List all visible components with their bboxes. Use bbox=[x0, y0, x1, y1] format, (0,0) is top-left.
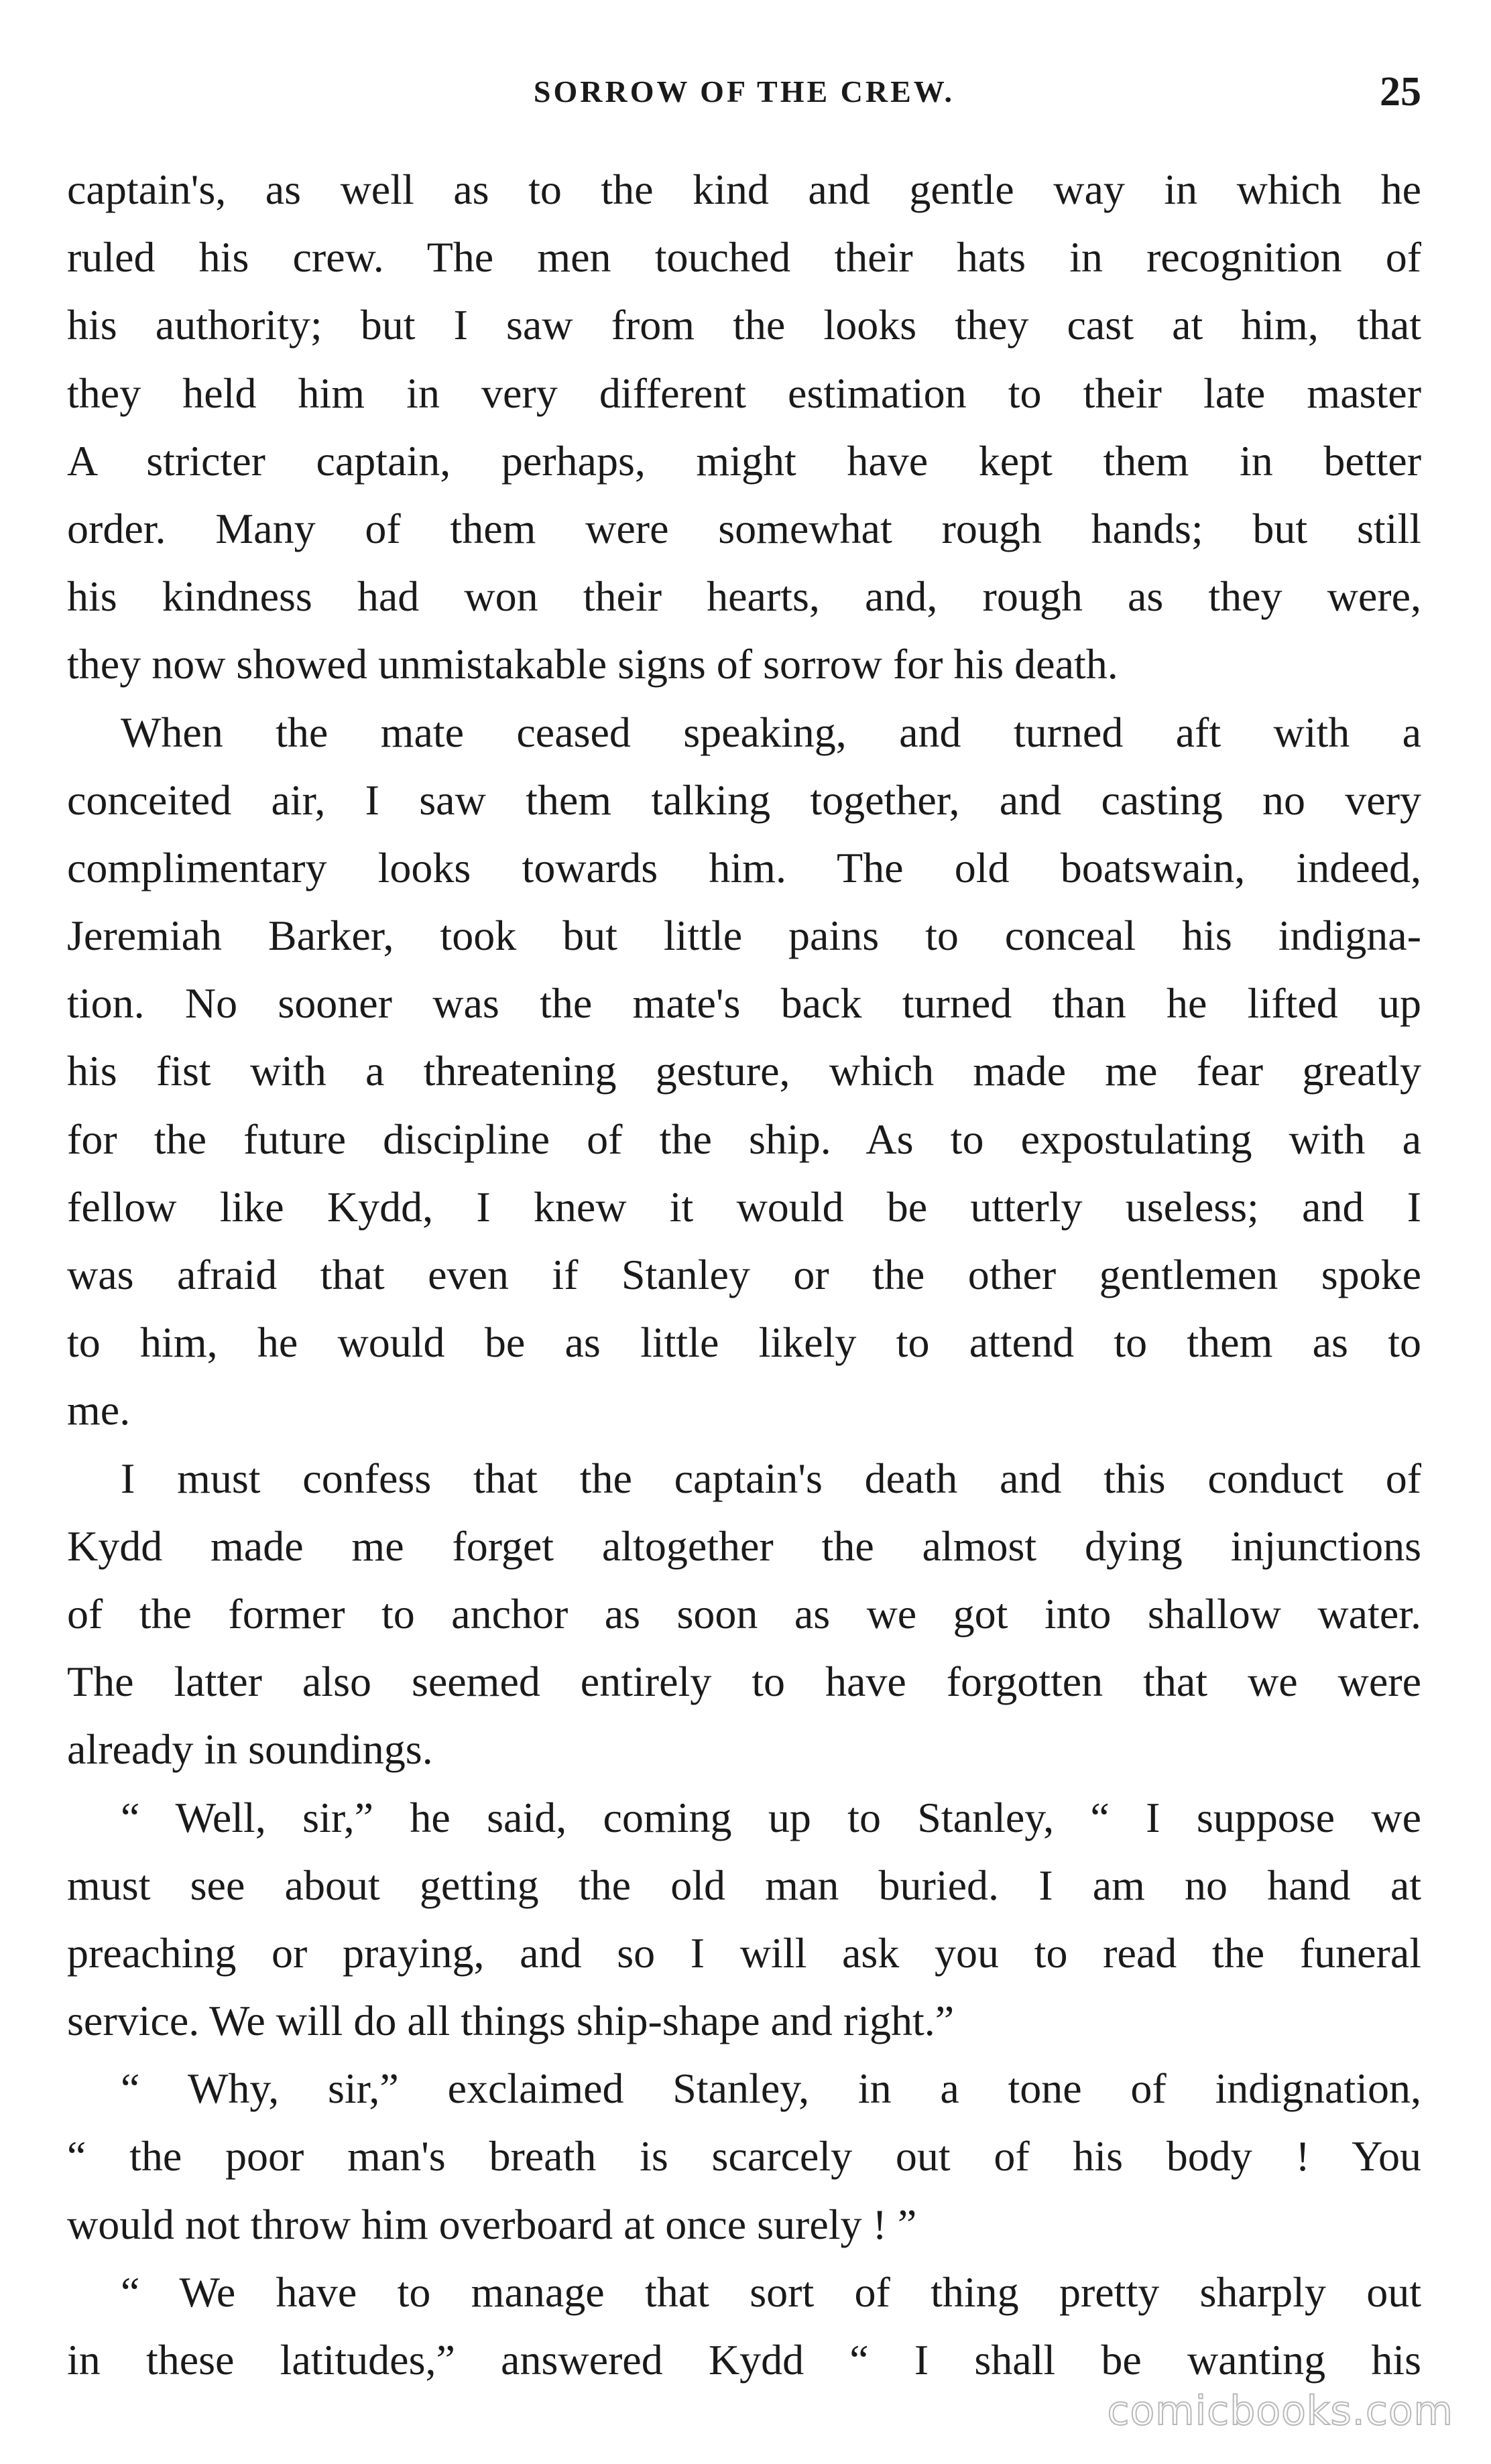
running-title: SORROW OF THE CREW. bbox=[533, 74, 955, 109]
text-line: order. Many of them were somewhat rough hands; but still bbox=[67, 504, 1421, 552]
text-line: “ We have to manage that sort of thing pretty sharply out bbox=[121, 2268, 1421, 2316]
text-line: his fist with a threatening gesture, which made me fear greatly bbox=[67, 1047, 1421, 1095]
page-header bbox=[67, 62, 1421, 122]
text-line: to him, he would be as little likely to attend to them as to bbox=[67, 1318, 1421, 1367]
text-line: they held him in very different estimation to their late master bbox=[67, 369, 1421, 417]
text-line: preaching or praying, and so I will ask you to read the funeral bbox=[67, 1928, 1421, 1977]
text-line: ruled his crew. The men touched their hats in recognition of bbox=[67, 233, 1421, 282]
text-line: I must confess that the captain's death and this conduct of bbox=[121, 1454, 1421, 1502]
text-line: for the future discipline of the ship. As to expostulating with a bbox=[67, 1115, 1421, 1163]
text-line: “ Well, sir,” he said, coming up to Stanley, “ I suppose we bbox=[121, 1793, 1421, 1841]
text-line: The latter also seemed entirely to have forgotten that we were bbox=[67, 1658, 1421, 1706]
text-line: Jeremiah Barker, took but little pains to conceal his indigna- bbox=[67, 912, 1421, 960]
text-line: tion. No sooner was the mate's back turned than he lifted up bbox=[67, 979, 1421, 1028]
text-line: they now showed unmistakable signs of sorrow for his death. bbox=[67, 640, 1118, 688]
text-line: would not throw him overboard at once surely ! ” bbox=[67, 2200, 917, 2248]
text-line: Kydd made me forget altogether the almost dying injunctions bbox=[67, 1522, 1421, 1570]
text-line: When the mate ceased speaking, and turned aft with a bbox=[121, 708, 1421, 756]
text-line: me. bbox=[67, 1386, 131, 1434]
text-line: conceited air, I saw them talking together, and casting no very bbox=[67, 776, 1421, 824]
text-line: captain's, as well as to the kind and gentle way in which he bbox=[67, 166, 1421, 213]
text-line: already in soundings. bbox=[67, 1725, 433, 1774]
page-number: 25 bbox=[1380, 69, 1421, 115]
text-line: his authority; but I saw from the looks they cast at him, that bbox=[67, 301, 1421, 349]
text-line: was afraid that even if Stanley or the other gentlemen spoke bbox=[67, 1251, 1421, 1298]
text-line: A stricter captain, perhaps, might have kept them in better bbox=[67, 436, 1421, 485]
text-line: of the former to anchor as soon as we got into shallow water. bbox=[67, 1589, 1421, 1638]
text-line: his kindness had won their hearts, and, rough as they were, bbox=[67, 572, 1421, 621]
text-line: in these latitudes,” answered Kydd “ I shall be wanting his bbox=[67, 2336, 1421, 2384]
text-line: “ the poor man's breath is scarcely out of his body ! You bbox=[67, 2132, 1421, 2180]
text-line: fellow like Kydd, I knew it would be utterly useless; and I bbox=[67, 1182, 1421, 1231]
text-line: must see about getting the old man buried. I am no hand at bbox=[67, 1861, 1421, 1909]
watermark: comicbooks.com bbox=[1107, 2388, 1453, 2435]
text-line: complimentary looks towards him. The old boatswain, indeed, bbox=[67, 843, 1421, 891]
text-line: service. We will do all things ship-shape and right.” bbox=[67, 1997, 955, 2045]
text-line: “ Why, sir,” exclaimed Stanley, in a tone of indignation, bbox=[121, 2065, 1421, 2113]
body-text bbox=[67, 156, 1421, 2394]
